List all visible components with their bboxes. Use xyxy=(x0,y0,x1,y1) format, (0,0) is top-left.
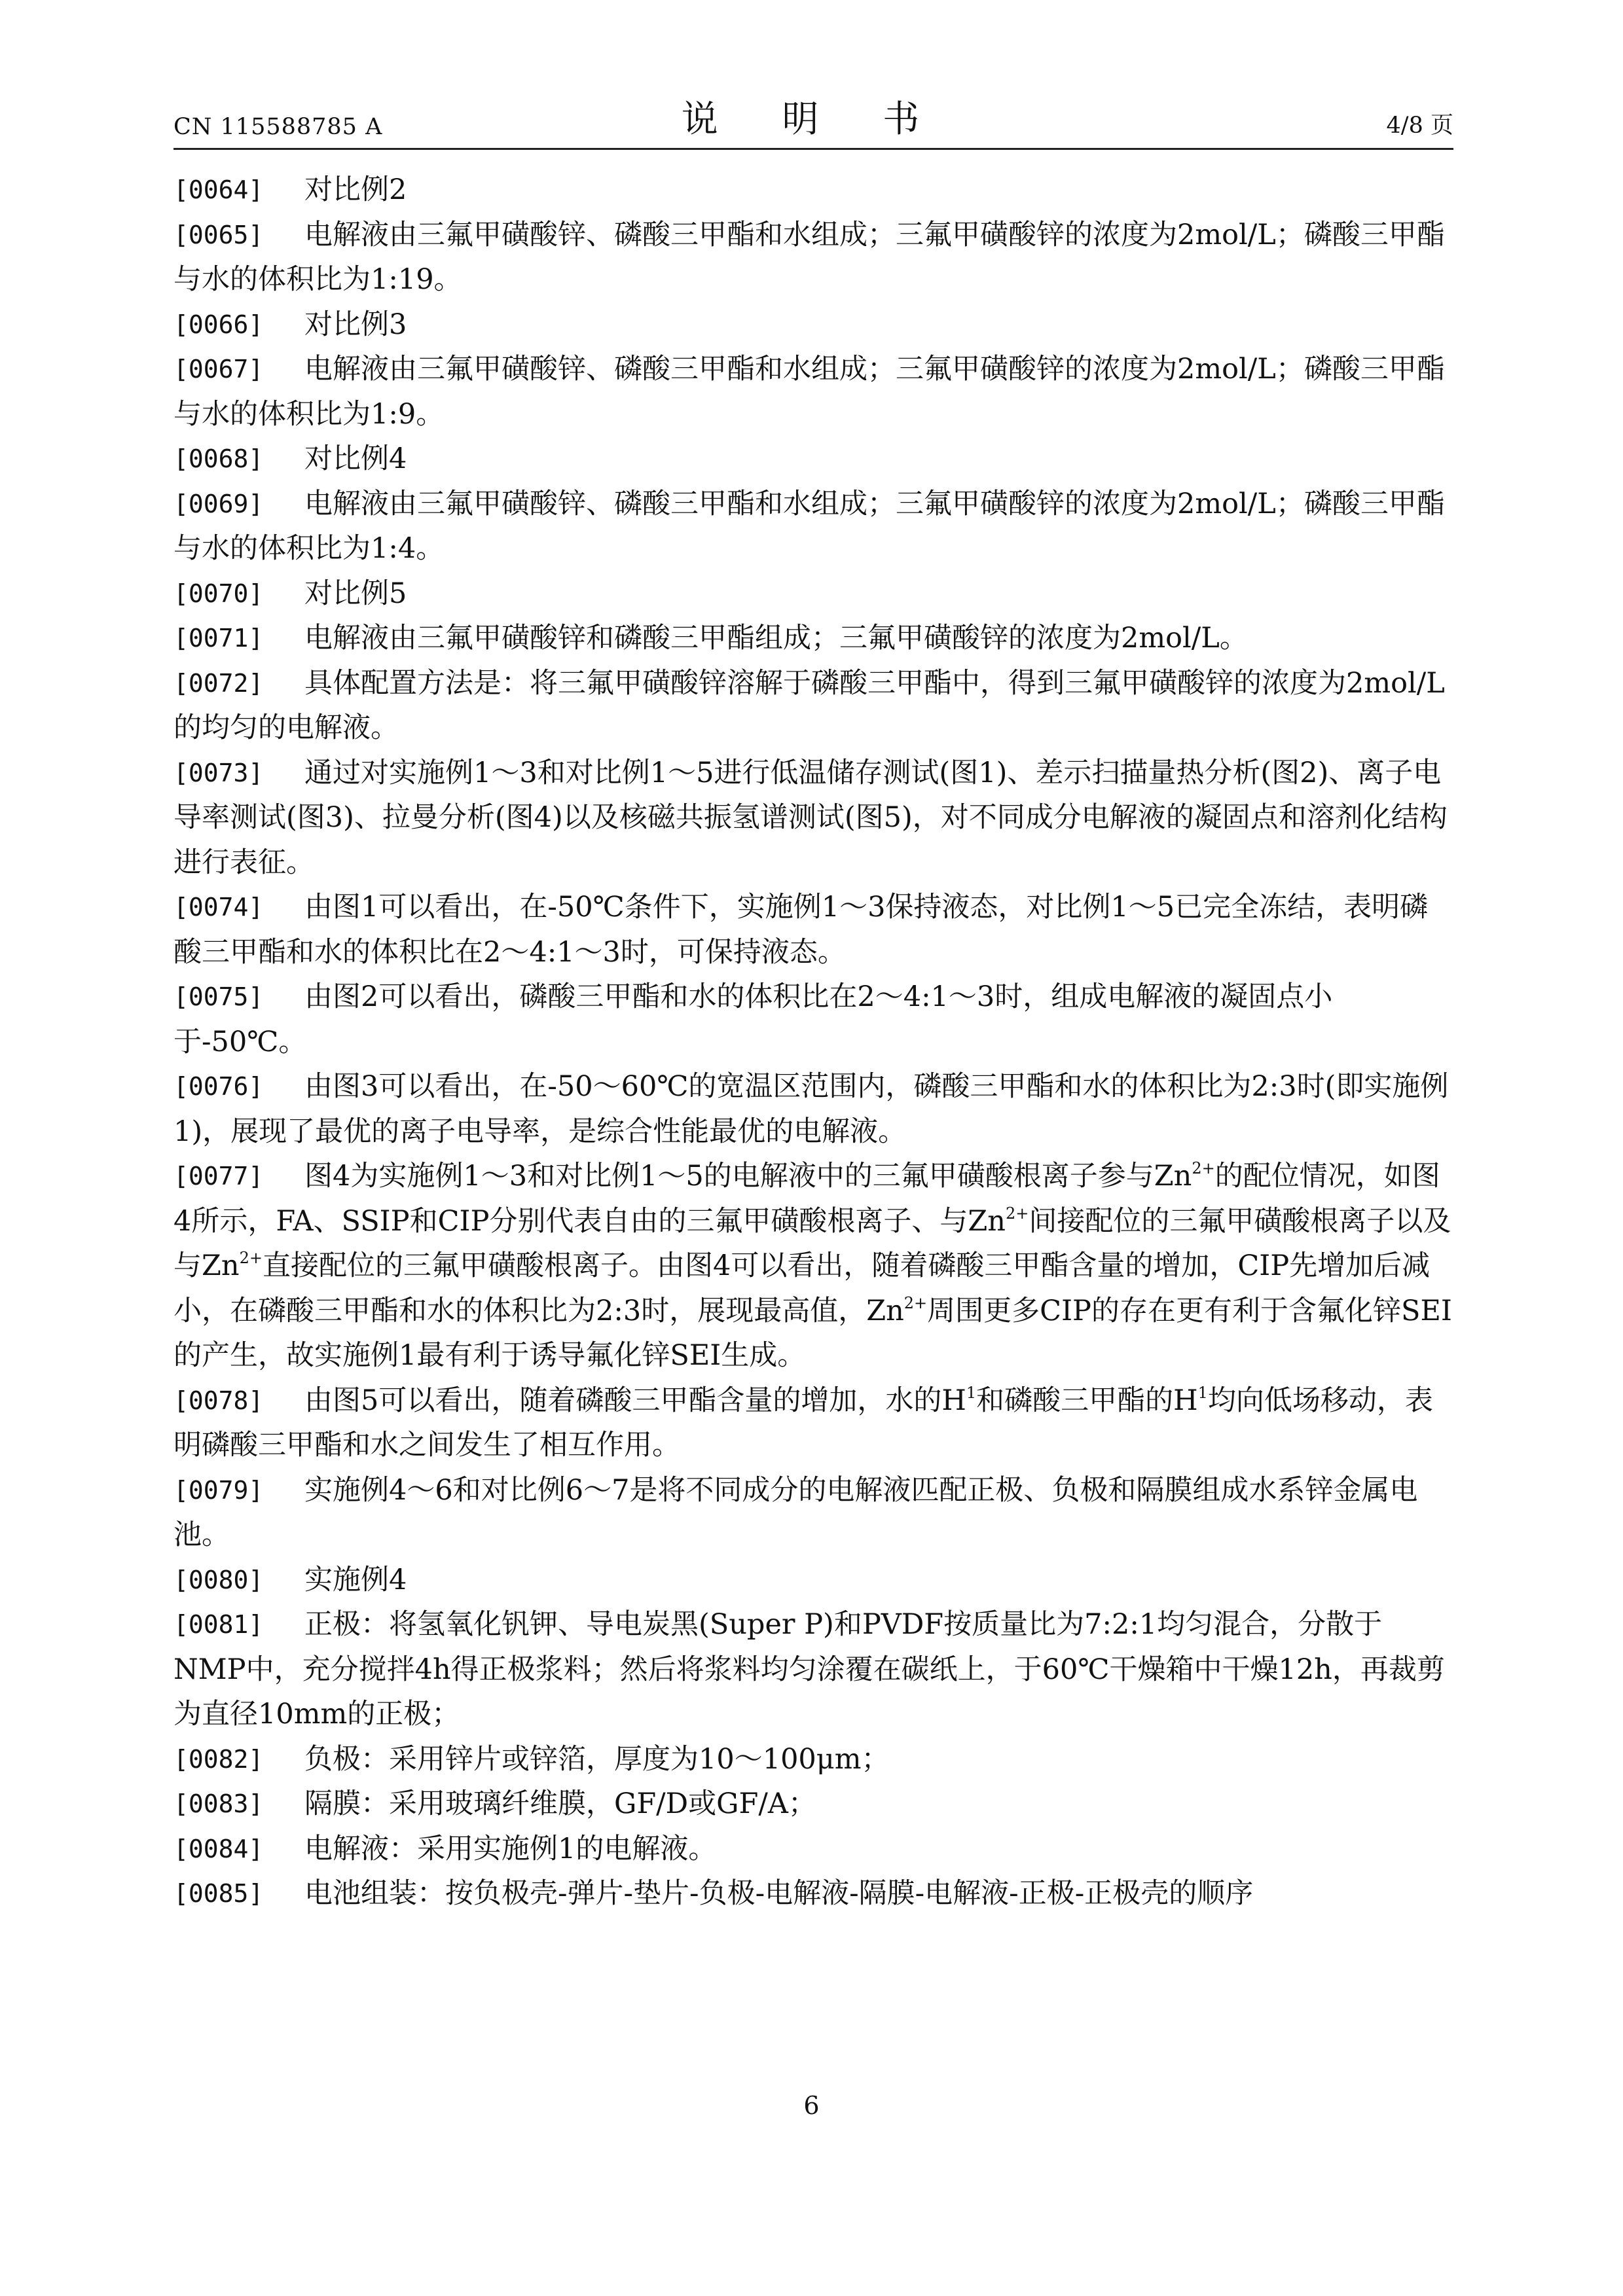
paragraph-number: [0068] xyxy=(173,444,264,473)
paragraph xyxy=(173,571,1453,617)
superscript: 1 xyxy=(1197,1383,1208,1402)
paragraph-text: 电解液由三氟甲磺酸锌、磷酸三甲酯和水组成；三氟甲磺酸锌的浓度为2mol/L；磷酸三甲酯与水的体积比为1:9。 xyxy=(173,353,1445,431)
text-run: 间接配位的三氟甲磺酸根离子以及与Zn xyxy=(173,1204,1451,1282)
paragraph-number: [0072] xyxy=(173,668,264,698)
paragraph xyxy=(173,347,1453,437)
paragraph-number: [0085] xyxy=(173,1879,264,1908)
paragraph-text: 由图3可以看出，在-50～60℃的宽温区范围内，磷酸三甲酯和水的体积比为2:3时(即实施例1)，展现了最优的离子电导率，是综合性能最优的电解液。 xyxy=(173,1070,1449,1148)
paragraph-text: 负极：采用锌片或锌箔，厚度为10～100μm； xyxy=(304,1742,890,1776)
document-title: 说 明 书 xyxy=(681,98,946,141)
paragraph xyxy=(173,1871,1453,1916)
paragraph-text: 电解液由三氟甲磺酸锌、磷酸三甲酯和水组成；三氟甲磺酸锌的浓度为2mol/L；磷酸三甲酯与水的体积比为1:4。 xyxy=(173,487,1445,565)
paragraph xyxy=(173,885,1453,975)
paragraph-text: 通过对实施例1～3和对比例1～5进行低温储存测试(图1)、差示扫描量热分析(图2)、离子电导率测试(图3)、拉曼分析(图4)以及核磁共振氢谱测试(图5)，对不同成分电解液的凝固点和溶剂化结构进行表征。 xyxy=(173,756,1448,879)
paragraph xyxy=(173,1558,1453,1603)
text-run: 的配位情况，如图4所示，FA、SSIP和CIP分别代表自由的三氟甲磺酸根离子、与Zn xyxy=(173,1160,1440,1238)
paragraph-number: [0064] xyxy=(173,175,264,204)
paragraph-text: 电解液：采用实施例1的电解液。 xyxy=(304,1832,717,1865)
text-run: 周围更多CIP的存在更有利于含氟化锌SEI的产生，故实施例1最有利于诱导氟化锌SEI生成。 xyxy=(173,1294,1452,1372)
paragraph-text: 由图2可以看出，磷酸三甲酯和水的体积比在2～4:1～3时，组成电解液的凝固点小于-50℃。 xyxy=(173,980,1333,1058)
paragraph-text xyxy=(173,1154,1453,1378)
paragraph-number: [0077] xyxy=(173,1162,264,1191)
paragraph-text: 对比例2 xyxy=(304,173,407,206)
paragraph xyxy=(173,1378,1453,1468)
paragraph-text: 由图1可以看出，在-50℃条件下，实施例1～3保持液态，对比例1～5已完全冻结，表明磷酸三甲酯和水的体积比在2～4:1～3时，可保持液态。 xyxy=(173,891,1429,969)
superscript: 1 xyxy=(966,1383,977,1402)
paragraph-number: [0075] xyxy=(173,982,264,1011)
paragraph-text: 正极：将氢氧化钒钾、导电炭黑(Super P)和PVDF按质量比为7:2:1均匀混合，分散于NMP中，充分搅拌4h得正极浆料；然后将浆料均匀涂覆在碳纸上，于60℃干燥箱中干燥12h，再裁剪为直径10mm的正极； xyxy=(173,1608,1445,1731)
paragraph-text xyxy=(173,1378,1453,1468)
paragraph-number: [0067] xyxy=(173,355,264,384)
text-run: 图4为实施例1～3和对比例1～5的电解液中的三氟甲磺酸根离子参与Zn xyxy=(304,1160,1192,1193)
paragraph-text: 电解液由三氟甲磺酸锌、磷酸三甲酯和水组成；三氟甲磺酸锌的浓度为2mol/L；磷酸三甲酯与水的体积比为1:19。 xyxy=(173,218,1445,296)
paragraph-number: [0070] xyxy=(173,579,264,608)
text-run: 均向低场移动，表明磷酸三甲酯和水之间发生了相互作用。 xyxy=(173,1384,1433,1462)
paragraph-number: [0082] xyxy=(173,1744,264,1774)
paragraph-number: [0071] xyxy=(173,624,264,653)
paragraph-text: 电池组装：按负极壳-弹片-垫片-负极-电解液-隔膜-电解液-正极-正极壳的顺序 xyxy=(304,1877,1254,1910)
paragraph-number: [0084] xyxy=(173,1834,264,1863)
page-header xyxy=(173,96,1453,150)
paragraph xyxy=(173,168,1453,213)
paragraph xyxy=(173,751,1453,886)
publication-number: CN 115588785 A xyxy=(173,114,383,140)
paragraph xyxy=(173,616,1453,661)
paragraph xyxy=(173,213,1453,302)
paragraph xyxy=(173,1782,1453,1827)
paragraph-number: [0069] xyxy=(173,489,264,518)
paragraph-number: [0073] xyxy=(173,758,264,787)
paragraph-number: [0066] xyxy=(173,310,264,339)
paragraph xyxy=(173,1827,1453,1872)
paragraph xyxy=(173,1737,1453,1782)
paragraph-number: [0074] xyxy=(173,893,264,922)
paragraph xyxy=(173,302,1453,348)
paragraph xyxy=(173,661,1453,751)
paragraph-number: [0080] xyxy=(173,1565,264,1594)
page-number: 6 xyxy=(803,2091,820,2120)
paragraph-text: 对比例5 xyxy=(304,577,407,610)
paragraph-text: 隔膜：采用玻璃纤维膜，GF/D或GF/A； xyxy=(304,1787,816,1820)
paragraph-text: 实施例4～6和对比例6～7是将不同成分的电解液匹配正极、负极和隔膜组成水系锌金属电池。 xyxy=(173,1473,1418,1551)
paragraph xyxy=(173,1468,1453,1558)
superscript: 2+ xyxy=(1005,1204,1029,1223)
paragraph-text: 对比例3 xyxy=(304,308,407,341)
paragraph xyxy=(173,1602,1453,1737)
text-run: 由图5可以看出，随着磷酸三甲酯含量的增加，水的H xyxy=(304,1384,966,1417)
superscript: 2+ xyxy=(1192,1159,1215,1177)
paragraph-number: [0076] xyxy=(173,1072,264,1101)
page-info: 4/8 页 xyxy=(1386,113,1453,139)
paragraph-number: [0079] xyxy=(173,1475,264,1505)
paragraph-number: [0081] xyxy=(173,1610,264,1639)
paragraph-number: [0083] xyxy=(173,1789,264,1818)
document-body xyxy=(173,168,1453,1916)
paragraph-number: [0065] xyxy=(173,220,264,249)
superscript: 2+ xyxy=(903,1293,928,1312)
paragraph xyxy=(173,975,1453,1064)
text-run: 直接配位的三氟甲磺酸根离子。由图4可以看出，随着磷酸三甲酯含量的增加，CIP先增加后减小，在磷酸三甲酯和水的体积比为2:3时，展现最高值，Zn xyxy=(173,1249,1431,1327)
paragraph-text: 对比例4 xyxy=(304,442,407,475)
paragraph xyxy=(173,1064,1453,1154)
paragraph xyxy=(173,1154,1453,1378)
paragraph xyxy=(173,437,1453,482)
paragraph-text: 实施例4 xyxy=(304,1563,407,1596)
paragraph-text: 电解液由三氟甲磺酸锌和磷酸三甲酯组成；三氟甲磺酸锌的浓度为2mol/L。 xyxy=(304,622,1248,655)
paragraph xyxy=(173,482,1453,571)
text-run: 和磷酸三甲酯的H xyxy=(976,1384,1198,1417)
superscript: 2+ xyxy=(239,1249,263,1267)
paragraph-text: 具体配置方法是：将三氟甲磺酸锌溶解于磷酸三甲酯中，得到三氟甲磺酸锌的浓度为2mol/L的均匀的电解液。 xyxy=(173,666,1445,744)
paragraph-number: [0078] xyxy=(173,1386,264,1415)
